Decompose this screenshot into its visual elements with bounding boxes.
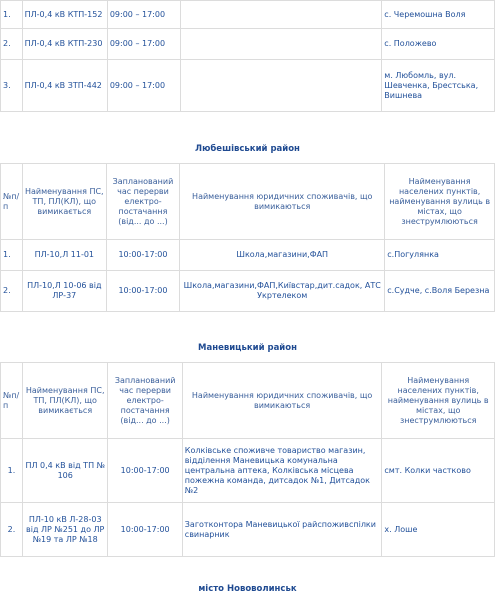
- row-consumers: [181, 29, 382, 60]
- row-time: 10:00-17:00: [108, 439, 182, 503]
- table-row: [1, 439, 495, 503]
- row-num: 2.: [1, 29, 23, 60]
- header-consumers: Найменування юридичних споживачів, що вимикаються: [182, 363, 382, 439]
- table-row: [1, 240, 495, 271]
- row-num: 3.: [1, 60, 23, 112]
- header-time: Запланований час перерви електро-постачання (від... до ...): [106, 164, 180, 240]
- row-time: 09:00 – 17:00: [107, 60, 180, 112]
- row-line: ПЛ-0,4 кВ КТП-230: [22, 29, 107, 60]
- row-settlements: с. Положево: [382, 29, 495, 60]
- row-time: 10:00-17:00: [108, 503, 182, 557]
- row-time: 09:00 – 17:00: [107, 1, 180, 29]
- header-consumers: Найменування юридичних споживачів, що вимикаються: [180, 164, 385, 240]
- region-title: місто Нововолинськ: [198, 584, 297, 594]
- region-outage-table: [0, 362, 495, 557]
- row-num: 2.: [1, 271, 23, 312]
- table-header-row: [1, 363, 495, 439]
- header-settlements: Найменування населених пунктів, найменування вулиць в містах, що знеструмлюються: [385, 164, 495, 240]
- row-line: ПЛ-10 кВ Л-28-03 від ЛР №251 до ЛР №19 та ЛР №18: [22, 503, 108, 557]
- table-header-row: [1, 164, 495, 240]
- row-line: ПЛ-10,Л 11-01: [22, 240, 106, 271]
- header-settlements: Найменування населених пунктів, найменування вулиць в містах, що знеструмлюються: [382, 363, 495, 439]
- row-settlements: смт. Колки частково: [382, 439, 495, 503]
- row-settlements: с.Погулянка: [385, 240, 495, 271]
- row-line: ПЛ-0,4 кВ ЗТП-442: [22, 60, 107, 112]
- row-settlements: м. Любомль, вул. Шевченка, Брестська, Вишнева: [382, 60, 495, 112]
- row-time: 10:00-17:00: [106, 271, 180, 312]
- row-num: 1.: [1, 240, 23, 271]
- table-row: [1, 503, 495, 557]
- header-num: №п/п: [1, 164, 23, 240]
- row-line: ПЛ-0,4 кВ КТП-152: [22, 1, 107, 29]
- row-num: 1.: [1, 439, 23, 503]
- row-settlements: с. Черемошна Воля: [382, 1, 495, 29]
- row-consumers: [181, 1, 382, 29]
- row-num: 2.: [1, 503, 23, 557]
- row-consumers: Заготконтора Маневицької райспоживспілки свинарник: [182, 503, 382, 557]
- row-consumers: Школа,магазини,ФАП: [180, 240, 385, 271]
- region-title: Маневицький район: [198, 343, 297, 353]
- region-outage-table: [0, 163, 495, 312]
- row-time: 10:00-17:00: [106, 240, 180, 271]
- region-title: Любешівський район: [195, 144, 300, 154]
- row-consumers: [181, 60, 382, 112]
- header-time: Запланований час перерви електро-постачання (від... до ...): [108, 363, 182, 439]
- top-outage-table: [0, 0, 495, 112]
- row-num: 1.: [1, 1, 23, 29]
- row-settlements: с.Судче, с.Воля Березна: [385, 271, 495, 312]
- row-settlements: х. Лоше: [382, 503, 495, 557]
- header-num: №п/п: [1, 363, 23, 439]
- table-row: [1, 60, 495, 112]
- row-time: 09:00 – 17:00: [107, 29, 180, 60]
- header-line: Найменування ПС, ТП, ПЛ(КЛ), що вимикається: [22, 363, 108, 439]
- row-line: ПЛ 0,4 кВ від ТП № 106: [22, 439, 108, 503]
- table-row: [1, 1, 495, 29]
- row-consumers: Колківське споживче товариство магазин, відділення Маневицька комунальна центральна аптека, Колківська місцева пожежна команда, дитсадок №1, Дитсадок №2: [182, 439, 382, 503]
- row-consumers: Школа,магазини,ФАП,Київстар,дит.садок, АТС Укртелеком: [180, 271, 385, 312]
- table-row: [1, 29, 495, 60]
- table-row: [1, 271, 495, 312]
- row-line: ПЛ-10,Л 10-06 від ЛР-37: [22, 271, 106, 312]
- header-line: Найменування ПС, ТП, ПЛ(КЛ), що вимикається: [22, 164, 106, 240]
